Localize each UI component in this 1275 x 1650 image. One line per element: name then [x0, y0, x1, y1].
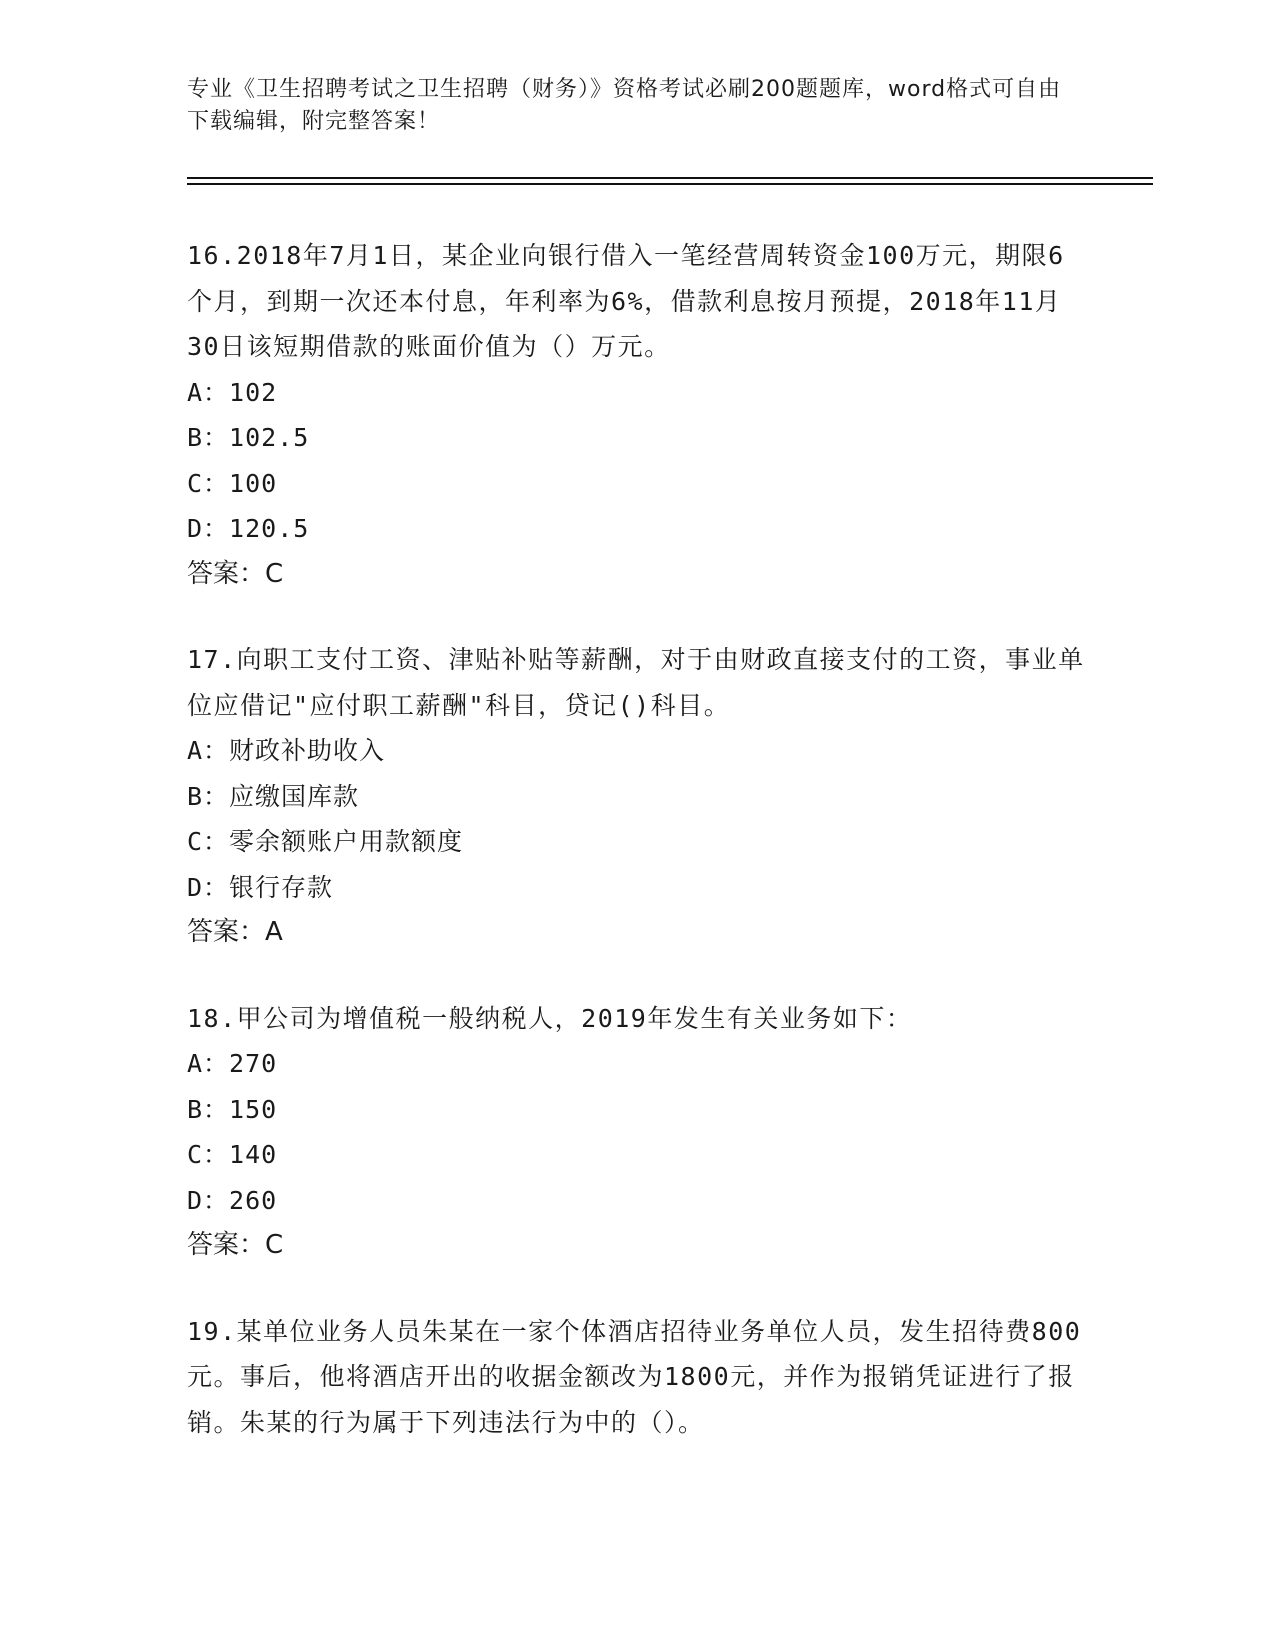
answer: 答案：A [187, 917, 283, 947]
question-16 [187, 233, 1087, 597]
header-divider-top [187, 177, 1153, 179]
answer: 答案：C [187, 1230, 284, 1260]
option-c: C：零余额账户用款额度 [187, 827, 464, 856]
document-header [187, 74, 1067, 138]
question-17 [187, 637, 1087, 956]
option-a: A：270 [187, 1049, 278, 1078]
question-19 [187, 1309, 1087, 1446]
option-b: B：102.5 [187, 423, 310, 452]
answer: 答案：C [187, 558, 284, 589]
question-text: 19.某单位业务人员朱某在一家个体酒店招待业务单位人员，发生招待费800元。事后，他将酒店开出的收据金额改为1800元，并作为报销凭证进行了报销。朱某的行为属于下列违法行为中的（）。 [187, 1316, 1082, 1437]
question-text: 17.向职工支付工资、津贴补贴等薪酬，对于由财政直接支付的工资，事业单位应借记"应付职工薪酬"科目，贷记()科目。 [187, 645, 1085, 720]
document-title: 专业《卫生招聘考试之卫生招聘（财务）》资格考试必刷200题题库，word格式可自由下载编辑，附完整答案！ [187, 77, 1062, 134]
question-text: 16.2018年7月1日，某企业向银行借入一笔经营周转资金100万元，期限6个月，到期一次还本付息，年利率为6%，借款利息按月预提，2018年11月30日该短期借款的账面价值为（）万元。 [187, 241, 1065, 361]
option-d: D：银行存款 [187, 872, 334, 902]
option-c: C：100 [187, 468, 278, 498]
option-c: C：140 [187, 1140, 278, 1169]
option-a: A：102 [187, 377, 278, 407]
option-d: D：260 [187, 1185, 278, 1215]
option-b: B：150 [187, 1094, 278, 1124]
question-text: 18.甲公司为增值税一般纳税人，2019年发生有关业务如下： [187, 1003, 913, 1033]
option-b: B：应缴国库款 [187, 781, 360, 811]
header-divider-bottom [187, 183, 1153, 185]
option-d: D：120.5 [187, 514, 310, 543]
option-a: A：财政补助收入 [187, 736, 386, 765]
question-18 [187, 996, 1087, 1269]
question-list [187, 233, 1087, 1485]
